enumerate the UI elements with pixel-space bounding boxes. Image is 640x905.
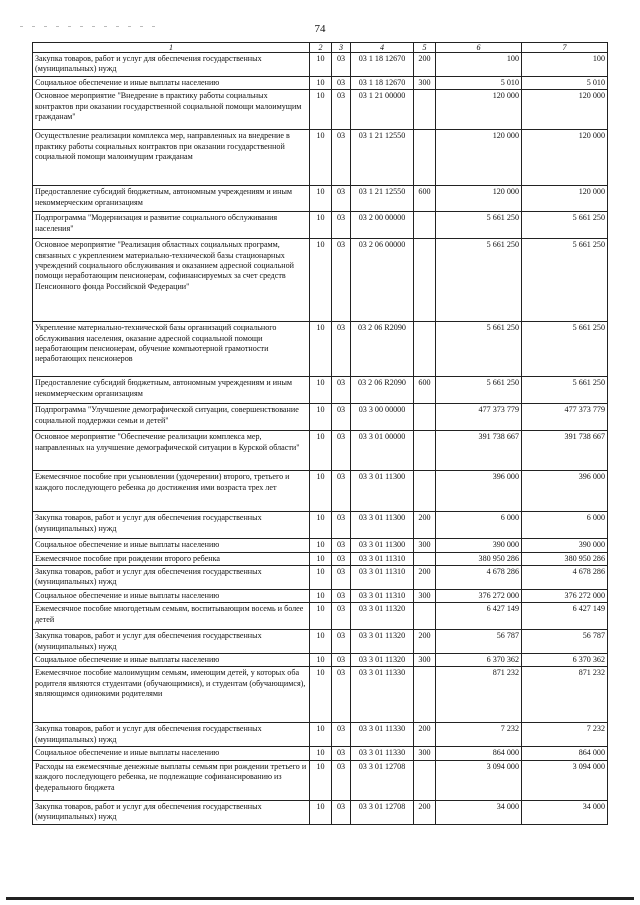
table-row <box>33 186 608 212</box>
table-row <box>33 566 608 590</box>
row-amount-2: 6 427 149 <box>522 603 608 630</box>
table-row <box>33 603 608 630</box>
row-amount-1: 864 000 <box>436 747 522 760</box>
row-name: Закупка товаров, работ и услуг для обеспечения государственных (муниципальных) нужд <box>33 53 310 77</box>
row-subsection-code: 03 <box>332 130 351 186</box>
row-section-code: 10 <box>310 603 332 630</box>
row-expense-type: 300 <box>414 654 436 667</box>
row-expense-type <box>414 431 436 471</box>
row-target-code: 03 3 01 11300 <box>351 512 414 539</box>
row-name: Подпрограмма "Улучшение демографической ситуации, совершенствование социальной поддержки семьи и детей" <box>33 404 310 431</box>
row-subsection-code: 03 <box>332 322 351 377</box>
row-section-code: 10 <box>310 53 332 77</box>
row-section-code: 10 <box>310 747 332 760</box>
row-amount-2: 5 010 <box>522 76 608 89</box>
row-expense-type: 200 <box>414 512 436 539</box>
row-amount-1: 477 373 779 <box>436 404 522 431</box>
header-cell: 1 <box>33 43 310 53</box>
row-name: Закупка товаров, работ и услуг для обеспечения государственных (муниципальных) нужд <box>33 800 310 824</box>
row-subsection-code: 03 <box>332 566 351 590</box>
row-expense-type <box>414 130 436 186</box>
row-target-code: 03 3 01 11300 <box>351 471 414 512</box>
row-subsection-code: 03 <box>332 800 351 824</box>
table-row <box>33 512 608 539</box>
row-target-code: 03 2 00 00000 <box>351 212 414 239</box>
row-amount-2: 864 000 <box>522 747 608 760</box>
row-expense-type <box>414 239 436 322</box>
header-cell: 6 <box>436 43 522 53</box>
row-subsection-code: 03 <box>332 723 351 747</box>
table-body <box>33 53 608 825</box>
row-amount-1: 5 661 250 <box>436 239 522 322</box>
row-amount-2: 5 661 250 <box>522 377 608 404</box>
row-subsection-code: 03 <box>332 431 351 471</box>
row-section-code: 10 <box>310 130 332 186</box>
table-row <box>33 723 608 747</box>
row-subsection-code: 03 <box>332 471 351 512</box>
table-row <box>33 76 608 89</box>
row-amount-2: 396 000 <box>522 471 608 512</box>
row-subsection-code: 03 <box>332 212 351 239</box>
row-target-code: 03 1 18 12670 <box>351 76 414 89</box>
row-amount-1: 380 950 286 <box>436 552 522 565</box>
row-subsection-code: 03 <box>332 90 351 130</box>
row-section-code: 10 <box>310 377 332 404</box>
row-name: Социальное обеспечение и иные выплаты населению <box>33 76 310 89</box>
row-amount-1: 871 232 <box>436 667 522 723</box>
row-target-code: 03 3 01 11330 <box>351 723 414 747</box>
row-amount-2: 120 000 <box>522 90 608 130</box>
row-name: Осуществление реализации комплекса мер, направленных на внедрение в практику работы социальных контрактов при оказании государственной социальной помощи малоимущим гражданам <box>33 130 310 186</box>
row-section-code: 10 <box>310 404 332 431</box>
row-section-code: 10 <box>310 431 332 471</box>
row-expense-type: 200 <box>414 800 436 824</box>
row-amount-1: 56 787 <box>436 630 522 654</box>
table-row <box>33 667 608 723</box>
row-target-code: 03 1 18 12670 <box>351 53 414 77</box>
row-target-code: 03 3 01 11330 <box>351 747 414 760</box>
row-expense-type: 200 <box>414 723 436 747</box>
row-expense-type: 300 <box>414 589 436 602</box>
row-amount-2: 871 232 <box>522 667 608 723</box>
row-amount-1: 390 000 <box>436 539 522 552</box>
row-subsection-code: 03 <box>332 589 351 602</box>
row-subsection-code: 03 <box>332 186 351 212</box>
row-subsection-code: 03 <box>332 552 351 565</box>
row-amount-2: 5 661 250 <box>522 239 608 322</box>
bottom-rule <box>6 897 634 900</box>
budget-table <box>32 42 608 825</box>
row-subsection-code: 03 <box>332 654 351 667</box>
row-amount-1: 3 094 000 <box>436 760 522 800</box>
row-amount-1: 34 000 <box>436 800 522 824</box>
row-target-code: 03 1 21 12550 <box>351 186 414 212</box>
row-expense-type: 300 <box>414 747 436 760</box>
row-target-code: 03 3 01 11330 <box>351 667 414 723</box>
row-target-code: 03 2 06 R2090 <box>351 377 414 404</box>
row-section-code: 10 <box>310 90 332 130</box>
header-cell: 7 <box>522 43 608 53</box>
row-target-code: 03 3 01 11310 <box>351 566 414 590</box>
row-section-code: 10 <box>310 654 332 667</box>
row-expense-type <box>414 471 436 512</box>
table-row <box>33 654 608 667</box>
row-target-code: 03 3 01 00000 <box>351 431 414 471</box>
row-amount-1: 6 000 <box>436 512 522 539</box>
row-name: Основное мероприятие "Реализация областных социальных программ, связанных с укреплением материально-технической базы стационарных учреждений социального обслуживания и оказанием адресной социальной помощи неработающим пенсионерам, софинансируемых за счет средств Пенсионного фонда Российской Федерации" <box>33 239 310 322</box>
row-name: Закупка товаров, работ и услуг для обеспечения государственных (муниципальных) нужд <box>33 723 310 747</box>
row-amount-2: 120 000 <box>522 186 608 212</box>
header-cell: 5 <box>414 43 436 53</box>
row-amount-1: 376 272 000 <box>436 589 522 602</box>
row-section-code: 10 <box>310 552 332 565</box>
row-target-code: 03 3 01 11300 <box>351 539 414 552</box>
table-row <box>33 800 608 824</box>
row-subsection-code: 03 <box>332 53 351 77</box>
row-name: Социальное обеспечение и иные выплаты населению <box>33 747 310 760</box>
row-target-code: 03 3 01 11320 <box>351 654 414 667</box>
row-name: Подпрограмма "Модернизация и развитие социального обслуживания населения" <box>33 212 310 239</box>
row-amount-2: 477 373 779 <box>522 404 608 431</box>
table-row <box>33 471 608 512</box>
row-amount-1: 5 010 <box>436 76 522 89</box>
row-target-code: 03 2 06 R2090 <box>351 322 414 377</box>
row-name: Основное мероприятие "Обеспечение реализации комплекса мер, направленных на улучшение демографической ситуации в Курской области" <box>33 431 310 471</box>
row-amount-1: 396 000 <box>436 471 522 512</box>
row-name: Ежемесячное пособие малоимущим семьям, имеющим детей, у которых оба родителя являются студентами (обучающимися), и студентам (обучающимся), являющимся одинокими родителями <box>33 667 310 723</box>
row-subsection-code: 03 <box>332 630 351 654</box>
table-row <box>33 212 608 239</box>
row-name: Социальное обеспечение и иные выплаты населению <box>33 654 310 667</box>
table-row <box>33 747 608 760</box>
row-name: Основное мероприятие "Внедрение в практику работы социальных контрактов при оказании государственной социальной помощи малоимущим гражданам" <box>33 90 310 130</box>
row-amount-2: 376 272 000 <box>522 589 608 602</box>
page-number: 74 <box>314 23 326 35</box>
row-name: Предоставление субсидий бюджетным, автономным учреждениям и иным некоммерческим организациям <box>33 377 310 404</box>
row-amount-2: 4 678 286 <box>522 566 608 590</box>
row-subsection-code: 03 <box>332 239 351 322</box>
row-amount-2: 100 <box>522 53 608 77</box>
row-expense-type: 600 <box>414 377 436 404</box>
row-expense-type <box>414 760 436 800</box>
row-name: Ежемесячное пособие при рождении второго ребенка <box>33 552 310 565</box>
row-amount-2: 56 787 <box>522 630 608 654</box>
row-amount-1: 120 000 <box>436 90 522 130</box>
row-amount-1: 100 <box>436 53 522 77</box>
row-section-code: 10 <box>310 539 332 552</box>
header-cell: 4 <box>351 43 414 53</box>
row-expense-type: 600 <box>414 186 436 212</box>
row-target-code: 03 3 01 11310 <box>351 552 414 565</box>
row-name: Социальное обеспечение и иные выплаты населению <box>33 539 310 552</box>
row-amount-2: 7 232 <box>522 723 608 747</box>
header-row <box>33 43 608 53</box>
row-target-code: 03 2 06 00000 <box>351 239 414 322</box>
row-subsection-code: 03 <box>332 760 351 800</box>
row-amount-1: 6 370 362 <box>436 654 522 667</box>
row-section-code: 10 <box>310 589 332 602</box>
row-name: Закупка товаров, работ и услуг для обеспечения государственных (муниципальных) нужд <box>33 512 310 539</box>
row-subsection-code: 03 <box>332 404 351 431</box>
table-row <box>33 53 608 77</box>
row-amount-2: 391 738 667 <box>522 431 608 471</box>
row-amount-1: 5 661 250 <box>436 322 522 377</box>
row-expense-type: 200 <box>414 566 436 590</box>
row-name: Расходы на ежемесячные денежные выплаты семьям при рождении третьего и каждого последующего ребенка, не подлежащие софинансированию из федерального бюджета <box>33 760 310 800</box>
row-amount-2: 120 000 <box>522 130 608 186</box>
row-subsection-code: 03 <box>332 667 351 723</box>
table-row <box>33 90 608 130</box>
row-amount-2: 5 661 250 <box>522 212 608 239</box>
row-section-code: 10 <box>310 760 332 800</box>
row-amount-1: 4 678 286 <box>436 566 522 590</box>
row-expense-type <box>414 212 436 239</box>
row-name: Предоставление субсидий бюджетным, автономным учреждениям и иным некоммерческим организациям <box>33 186 310 212</box>
row-expense-type: 200 <box>414 53 436 77</box>
row-amount-1: 120 000 <box>436 186 522 212</box>
row-amount-2: 6 000 <box>522 512 608 539</box>
row-amount-1: 6 427 149 <box>436 603 522 630</box>
row-name: Закупка товаров, работ и услуг для обеспечения государственных (муниципальных) нужд <box>33 566 310 590</box>
row-expense-type <box>414 603 436 630</box>
table-row <box>33 539 608 552</box>
table-row <box>33 322 608 377</box>
row-subsection-code: 03 <box>332 603 351 630</box>
row-expense-type <box>414 404 436 431</box>
row-amount-2: 34 000 <box>522 800 608 824</box>
row-section-code: 10 <box>310 667 332 723</box>
table-row <box>33 404 608 431</box>
row-amount-2: 380 950 286 <box>522 552 608 565</box>
row-target-code: 03 3 00 00000 <box>351 404 414 431</box>
row-name: Ежемесячное пособие при усыновлении (удочерении) второго, третьего и каждого последующего ребенка до достижения ими возраста трех лет <box>33 471 310 512</box>
table-row <box>33 552 608 565</box>
row-amount-1: 5 661 250 <box>436 377 522 404</box>
row-target-code: 03 3 01 12708 <box>351 760 414 800</box>
table-row <box>33 377 608 404</box>
row-name: Ежемесячное пособие многодетным семьям, воспитывающим восемь и более детей <box>33 603 310 630</box>
table-row <box>33 130 608 186</box>
scan-noise <box>20 14 620 20</box>
row-name: Закупка товаров, работ и услуг для обеспечения государственных (муниципальных) нужд <box>33 630 310 654</box>
row-section-code: 10 <box>310 76 332 89</box>
row-name: Социальное обеспечение и иные выплаты населению <box>33 589 310 602</box>
row-amount-1: 120 000 <box>436 130 522 186</box>
row-section-code: 10 <box>310 212 332 239</box>
row-section-code: 10 <box>310 322 332 377</box>
row-subsection-code: 03 <box>332 76 351 89</box>
row-amount-2: 390 000 <box>522 539 608 552</box>
row-section-code: 10 <box>310 800 332 824</box>
row-expense-type: 300 <box>414 76 436 89</box>
row-subsection-code: 03 <box>332 747 351 760</box>
row-expense-type <box>414 322 436 377</box>
table-row <box>33 589 608 602</box>
row-name: Укрепление материально-технической базы организаций социального обслуживания населения, оказание адресной социальной помощи неработающим пенсионерам, обучение компьютерной грамотности неработающих пенсионеров <box>33 322 310 377</box>
row-expense-type <box>414 90 436 130</box>
table-row <box>33 760 608 800</box>
row-target-code: 03 3 01 11320 <box>351 630 414 654</box>
row-expense-type <box>414 552 436 565</box>
table-row <box>33 630 608 654</box>
row-section-code: 10 <box>310 566 332 590</box>
row-amount-2: 6 370 362 <box>522 654 608 667</box>
header-cell: 2 <box>310 43 332 53</box>
row-target-code: 03 3 01 11310 <box>351 589 414 602</box>
table-row <box>33 431 608 471</box>
row-subsection-code: 03 <box>332 377 351 404</box>
row-expense-type: 300 <box>414 539 436 552</box>
row-subsection-code: 03 <box>332 512 351 539</box>
row-amount-1: 391 738 667 <box>436 431 522 471</box>
row-section-code: 10 <box>310 512 332 539</box>
row-target-code: 03 3 01 11320 <box>351 603 414 630</box>
row-expense-type: 200 <box>414 630 436 654</box>
header-cell: 3 <box>332 43 351 53</box>
row-section-code: 10 <box>310 723 332 747</box>
row-section-code: 10 <box>310 471 332 512</box>
row-amount-2: 5 661 250 <box>522 322 608 377</box>
row-amount-2: 3 094 000 <box>522 760 608 800</box>
row-amount-1: 5 661 250 <box>436 212 522 239</box>
row-section-code: 10 <box>310 630 332 654</box>
row-target-code: 03 3 01 12708 <box>351 800 414 824</box>
row-section-code: 10 <box>310 239 332 322</box>
row-section-code: 10 <box>310 186 332 212</box>
row-target-code: 03 1 21 00000 <box>351 90 414 130</box>
row-subsection-code: 03 <box>332 539 351 552</box>
row-expense-type <box>414 667 436 723</box>
row-amount-1: 7 232 <box>436 723 522 747</box>
table-row <box>33 239 608 322</box>
row-target-code: 03 1 21 12550 <box>351 130 414 186</box>
